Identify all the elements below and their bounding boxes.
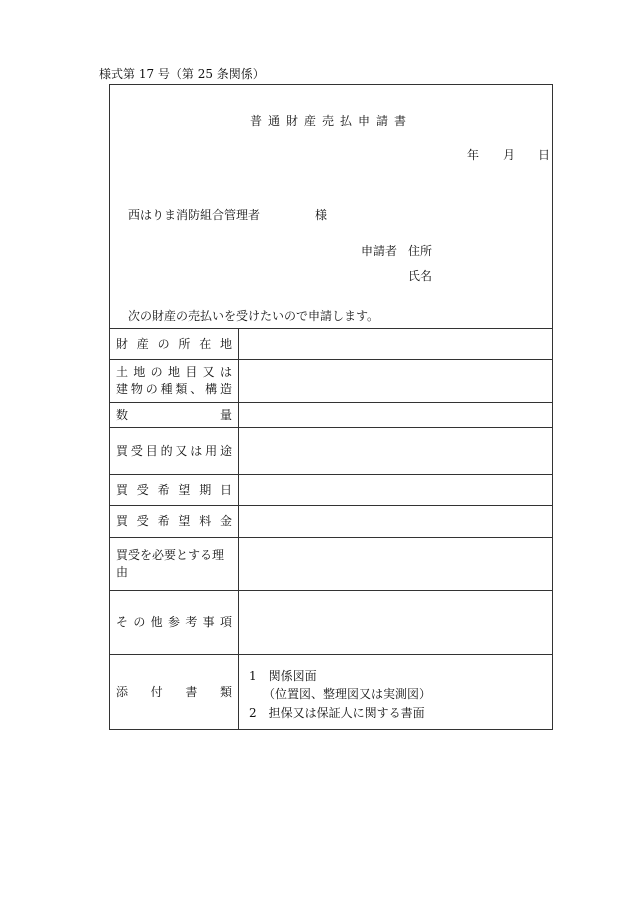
date-year-label: 年 <box>467 148 480 162</box>
applicant-label: 申請者 <box>361 244 398 258</box>
row-label: 買受希望料金 <box>116 514 232 528</box>
row-reason <box>110 538 552 591</box>
property-location-field[interactable] <box>239 329 552 359</box>
desired-price-field[interactable] <box>239 506 552 537</box>
other-notes-field[interactable] <box>239 591 552 654</box>
form-title: 普通財産売払申請書 <box>249 114 412 128</box>
row-desired-price <box>110 506 552 538</box>
row-desired-date <box>110 475 552 506</box>
row-land-building-type <box>110 360 552 403</box>
attachments-list <box>239 655 552 729</box>
row-other-notes <box>110 591 552 655</box>
form-header-section <box>110 85 552 329</box>
request-statement: 次の財産の売払いを受けたいので申請します。 <box>128 309 380 323</box>
desired-date-field[interactable] <box>239 475 552 505</box>
row-attachments <box>110 655 552 729</box>
row-label-line2: 建物の種類、構造 <box>116 382 232 396</box>
attachment-item-1-detail: （位置図、整理図又は実測図） <box>263 687 432 701</box>
addressee: 西はりま消防組合管理者 <box>128 208 261 222</box>
row-label: 数量 <box>116 407 232 422</box>
reason-field[interactable] <box>239 538 552 590</box>
quantity-field[interactable] <box>239 403 552 427</box>
application-form <box>109 84 553 730</box>
address-label: 住所 <box>408 244 433 258</box>
form-number-label: 様式第 17 号（第 25 条関係） <box>99 67 265 81</box>
row-label: 買受目的又は用途 <box>116 443 232 458</box>
date-day-label: 日 <box>538 148 551 162</box>
land-building-type-field[interactable] <box>239 360 552 402</box>
row-label: 財産の所在地 <box>116 336 232 351</box>
purpose-field[interactable] <box>239 428 552 474</box>
row-label: 添付書類 <box>116 684 232 699</box>
honorific: 様 <box>315 208 328 222</box>
row-purpose <box>110 428 552 475</box>
attachment-item-1: 1 関係図面 <box>249 669 317 683</box>
attachment-item-2: 2 担保又は保証人に関する書面 <box>249 706 425 720</box>
row-property-location <box>110 329 552 360</box>
name-label: 氏名 <box>408 269 433 283</box>
row-label-line1: 土地の地目又は <box>116 365 232 379</box>
date-month-label: 月 <box>503 148 516 162</box>
row-quantity <box>110 403 552 428</box>
row-label: 買受を必要とする理由 <box>116 548 225 579</box>
row-label: 買受希望期日 <box>116 482 232 497</box>
row-label: その他参考事項 <box>116 615 232 629</box>
